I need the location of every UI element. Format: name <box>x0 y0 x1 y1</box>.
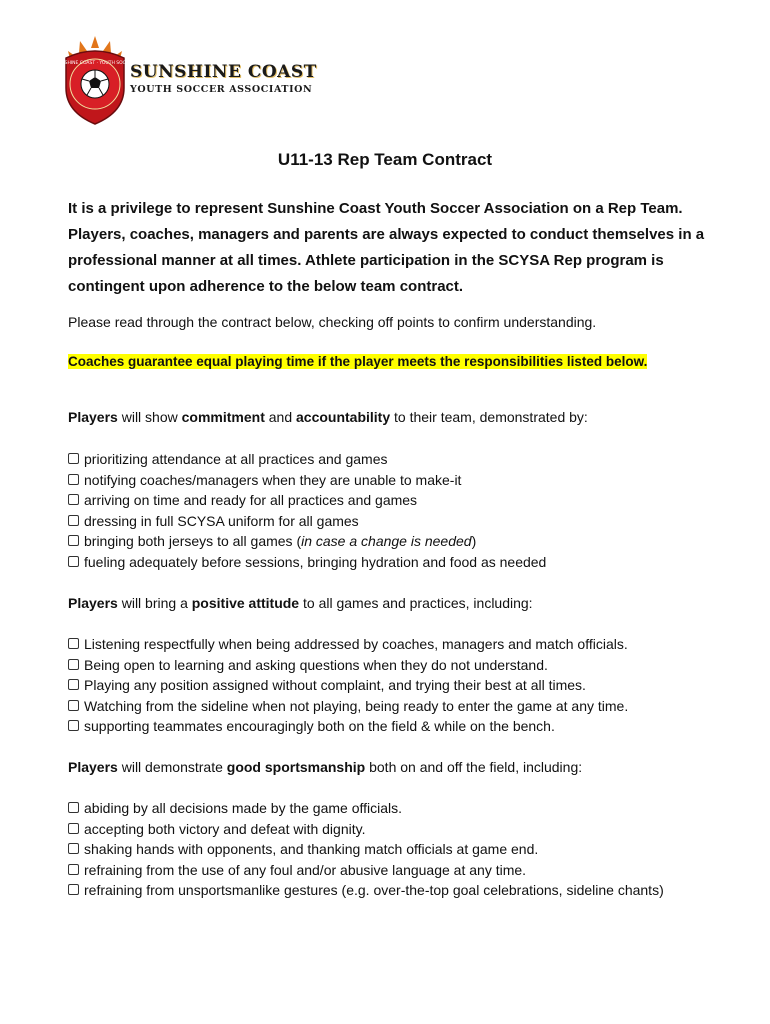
checklist-item <box>68 696 628 717</box>
heading-text: will bring a <box>117 595 192 611</box>
checklist-item <box>68 490 546 511</box>
checkbox[interactable] <box>68 884 79 895</box>
checkbox[interactable] <box>68 843 79 854</box>
section-attitude-heading <box>68 595 533 611</box>
checkbox[interactable] <box>68 638 79 649</box>
item-text: prioritizing attendance at all practices and games <box>84 451 388 467</box>
checkbox[interactable] <box>68 720 79 731</box>
guarantee-highlight: Coaches guarantee equal playing time if the player meets the responsibilities listed below. <box>68 354 648 369</box>
checkbox[interactable] <box>68 823 79 834</box>
section-sportsmanship-heading <box>68 759 582 775</box>
sportsmanship-checklist <box>68 798 664 901</box>
org-subtitle: YOUTH SOCCER ASSOCIATION <box>130 84 313 95</box>
item-text: accepting both victory and defeat with dignity. <box>84 820 366 837</box>
heading-text: will show <box>117 409 182 425</box>
item-text: notifying coaches/managers when they are unable to make-it <box>84 471 462 488</box>
item-text: ) <box>471 533 477 549</box>
heading-bold: accountability <box>296 409 391 425</box>
commitment-checklist <box>68 449 546 572</box>
section-commitment-heading <box>68 409 588 425</box>
heading-text: and <box>264 409 296 425</box>
guarantee-line <box>68 353 748 369</box>
heading-text: will demonstrate <box>117 759 227 775</box>
item-text: supporting teammates encouragingly both on the field & while on the bench. <box>84 718 555 734</box>
checkbox[interactable] <box>68 679 79 690</box>
item-text: refraining from unsportsmanlike gestures (e.g. over-the-top goal celebrations, sideline chants) <box>84 882 664 898</box>
heading-bold: good sportsmanship <box>226 759 366 775</box>
checkbox[interactable] <box>68 802 79 813</box>
item-text: abiding by all decisions made by the game officials. <box>84 800 403 816</box>
checkbox[interactable] <box>68 474 79 485</box>
item-text: shaking hands with opponents, and thanking match officials at game end. <box>84 841 539 857</box>
checklist-item <box>68 634 628 655</box>
heading-text: to all games and practices, including: <box>299 595 533 611</box>
item-text: arriving on time and ready for all practices and games <box>84 492 418 508</box>
item-text: bringing both jerseys to all games ( <box>84 533 302 549</box>
checklist-item <box>68 655 628 676</box>
checklist-item <box>68 880 664 901</box>
checklist-item <box>68 449 546 470</box>
checklist-item <box>68 511 546 532</box>
checklist-item <box>68 531 546 552</box>
item-text: Playing any position assigned without complaint, and trying their best at all times. <box>84 677 586 693</box>
item-text: refraining from the use of any foul and/or abusive language at any time. <box>84 861 527 878</box>
item-text: dressing in full SCYSA uniform for all games <box>84 512 359 529</box>
checkbox[interactable] <box>68 494 79 505</box>
heading-text: to their team, demonstrated by: <box>390 409 588 425</box>
checklist-item <box>68 819 664 840</box>
checklist-item <box>68 552 546 573</box>
item-text: Listening respectfully when being addressed by coaches, managers and match officials. <box>84 636 628 652</box>
heading-bold: positive attitude <box>191 595 300 611</box>
attitude-checklist <box>68 634 628 737</box>
heading-text: both on and off the field, including: <box>365 759 583 775</box>
org-brand <box>130 62 317 95</box>
instruction-text: Please read through the contract below, checking off points to confirm understanding. <box>68 314 597 330</box>
heading-lead: Players <box>68 759 118 775</box>
checklist-item <box>68 839 664 860</box>
item-italic: in case a change is needed <box>301 533 472 549</box>
org-name: SUNSHINE COAST <box>130 62 317 82</box>
item-text: Being open to learning and asking questions when they do not understand. <box>84 656 548 673</box>
checkbox[interactable] <box>68 659 79 670</box>
svg-text:SUNSHINE COAST · YOUTH SOCCER: SUNSHINE COAST · YOUTH SOCCER <box>55 61 135 66</box>
checkbox[interactable] <box>68 535 79 546</box>
checklist-item <box>68 798 664 819</box>
item-text: Watching from the sideline when not playing, being ready to enter the game at any time. <box>84 697 629 714</box>
checklist-item <box>68 860 664 881</box>
heading-lead: Players <box>68 595 118 611</box>
heading-lead: Players <box>68 409 118 425</box>
checklist-item <box>68 716 628 737</box>
checkbox[interactable] <box>68 864 79 875</box>
intro-paragraph: It is a privilege to represent Sunshine Coast Youth Soccer Association on a Rep Team. Players, coaches, managers and parents are always expected to conduct themselves in a professional manner at all times. Athlete participation in the SCYSA Rep program is contingent upon adherence to the below team contract. <box>68 200 705 295</box>
checkbox[interactable] <box>68 453 79 464</box>
checkbox[interactable] <box>68 556 79 567</box>
page-title: U11-13 Rep Team Contract <box>277 150 493 169</box>
checkbox[interactable] <box>68 515 79 526</box>
soccer-ball-crest-icon <box>55 36 135 126</box>
org-header <box>55 36 320 128</box>
item-text: fueling adequately before sessions, bringing hydration and food as needed <box>84 553 547 570</box>
heading-bold: commitment <box>181 409 265 425</box>
checkbox[interactable] <box>68 700 79 711</box>
checklist-item <box>68 470 546 491</box>
checklist-item <box>68 675 628 696</box>
